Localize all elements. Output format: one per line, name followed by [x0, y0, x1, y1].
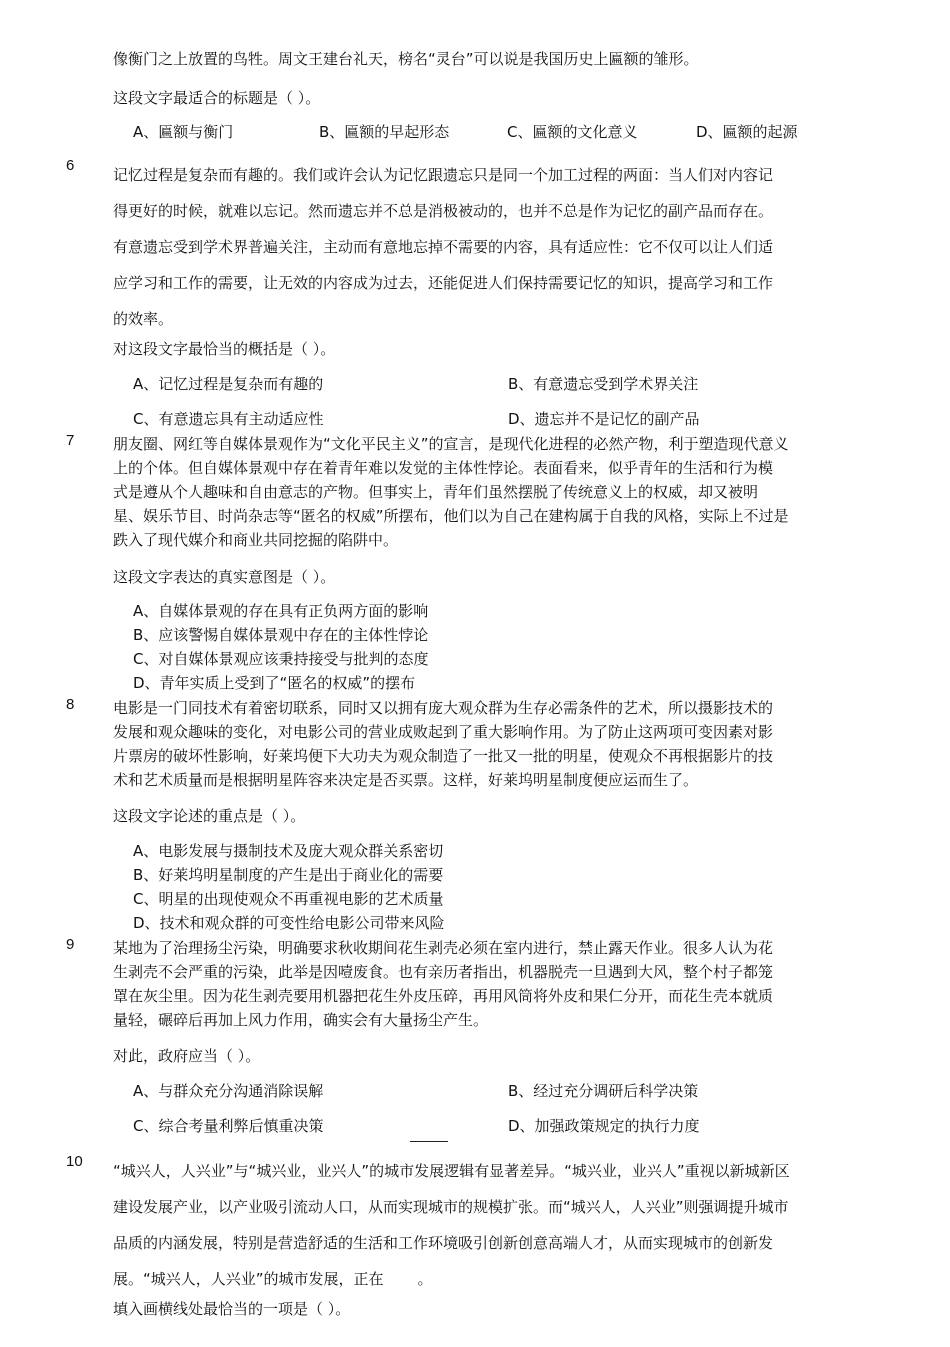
question-number: 7	[66, 432, 75, 449]
question-9-prompt: 对此，政府应当（ ）。	[113, 1047, 261, 1065]
question-9-option-d[interactable]: D、加强政策规定的执行力度	[508, 1117, 700, 1135]
question-6-option-a[interactable]: A、记忆过程是复杂而有趣的	[133, 375, 324, 393]
stem-line: 电影是一门同技术有着密切联系，同时又以拥有庞大观众群为生存必需条件的艺术，所以摄影技术的	[113, 699, 774, 717]
stem-line-text: 展。“城兴人，人兴业”的城市发展，正在	[113, 1270, 384, 1288]
stem-line: “城兴人，人兴业”与“城兴业，业兴人”的城市发展逻辑有显著差异。“城兴业，业兴人”重视以新城新区	[113, 1162, 790, 1180]
question-7-option-d[interactable]: D、青年实质上受到了“匿名的权威”的摆布	[133, 674, 416, 692]
question-6-option-d[interactable]: D、遗忘并不是记忆的副产品	[508, 410, 700, 428]
question-7-option-c[interactable]: C、对自媒体景观应该秉持接受与批判的态度	[133, 650, 429, 668]
question-10-stem	[113, 1153, 871, 1297]
question-8-prompt: 这段文字论述的重点是（ ）。	[113, 807, 306, 825]
question-5-text-line: 像衡门之上放置的鸟牲。周文王建台礼天，榜名“灵台”可以说是我国历史上匾额的雏形。	[113, 50, 699, 68]
stem-line: 某地为了治理扬尘污染，明确要求秋收期间花生剥壳必须在室内进行，禁止露天作业。很多人认为花	[113, 939, 774, 957]
question-8-option-c[interactable]: C、明星的出现使观众不再重视电影的艺术质量	[133, 890, 444, 908]
question-8-stem	[113, 696, 871, 792]
question-number: 10	[66, 1153, 83, 1170]
question-6-option-c[interactable]: C、有意遗忘具有主动适应性	[133, 410, 324, 428]
stem-line: 应学习和工作的需要，让无效的内容成为过去，还能促进人们保持需要记忆的知识，提高学习和工作	[113, 274, 774, 292]
stem-line: 朋友圈、网红等自媒体景观作为“文化平民主义”的宣言，是现代化进程的必然产物，利于塑造现代意义	[113, 435, 789, 453]
stem-line: 式是遵从个人趣味和自由意志的产物。但事实上，青年们虽然摆脱了传统意义上的权威，却又被明	[113, 483, 759, 501]
question-5-option-b[interactable]: B、匾额的早起形态	[319, 123, 450, 141]
question-6-prompt: 对这段文字最恰当的概括是（ ）。	[113, 340, 336, 358]
stem-line: 跌入了现代媒介和商业共同挖掘的陷阱中。	[113, 531, 399, 549]
question-5-prompt: 这段文字最适合的标题是（ ）。	[113, 89, 321, 107]
question-9-option-b[interactable]: B、经过充分调研后科学决策	[508, 1082, 699, 1100]
stem-line: 术和艺术质量而是根据明星阵容来决定是否买票。这样，好莱坞明星制度便应运而生了。	[113, 771, 699, 789]
stem-line: 罩在灰尘里。因为花生剥壳要用机器把花生外皮压碎，再用风筒将外皮和果仁分开，而花生壳本就质	[113, 987, 774, 1005]
question-9-option-c[interactable]: C、综合考量利弊后慎重决策	[133, 1117, 324, 1135]
question-6-option-b[interactable]: B、有意遗忘受到学术界关注	[508, 375, 699, 393]
stem-line: 发展和观众趣味的变化，对电影公司的营业成败起到了重大影响作用。为了防止这两项可变因素对影	[113, 723, 774, 741]
question-5-option-c[interactable]: C、匾额的文化意义	[507, 123, 638, 141]
stem-line: 上的个体。但自媒体景观中存在着青年难以发觉的主体性悖论。表面看来，似乎青年的生活和行为模	[113, 459, 774, 477]
stem-line: 有意遗忘受到学术界普遍关注，主动而有意地忘掉不需要的内容，具有适应性：它不仅可以让人们适	[113, 238, 774, 256]
stem-line: 品质的内涵发展，特别是营造舒适的生活和工作环境吸引创新创意高端人才，从而实现城市的创新发	[113, 1234, 774, 1252]
question-10-prompt: 填入画横线处最恰当的一项是（ ）。	[113, 1300, 351, 1318]
question-9-stem	[113, 936, 871, 1032]
stem-line: 片票房的破坏性影响，好莱坞便下大功夫为观众制造了一批又一批的明星，使观众不再根据影片的技	[113, 747, 774, 765]
stem-line: 量轻，碾碎后再加上风力作用，确实会有大量扬尘产生。	[113, 1011, 489, 1029]
question-8-option-a[interactable]: A、电影发展与摄制技术及庞大观众群关系密切	[133, 842, 444, 860]
divider-line	[410, 1141, 448, 1142]
question-8-option-b[interactable]: B、好莱坞明星制度的产生是出于商业化的需要	[133, 866, 444, 884]
question-number: 9	[66, 936, 75, 953]
stem-line	[113, 1261, 871, 1297]
question-7-option-a[interactable]: A、自媒体景观的存在具有正负两方面的影响	[133, 602, 429, 620]
question-9-option-a[interactable]: A、与群众充分沟通消除误解	[133, 1082, 324, 1100]
question-5-option-d[interactable]: D、匾额的起源	[696, 123, 798, 141]
question-number: 6	[66, 157, 75, 174]
stem-line: 星、娱乐节目、时尚杂志等“匿名的权威”所摆布，他们以为自己在建构属于自我的风格，实际上不过是	[113, 507, 789, 525]
question-8-option-d[interactable]: D、技术和观众群的可变性给电影公司带来风险	[133, 914, 445, 932]
question-7-option-b[interactable]: B、应该警惕自媒体景观中存在的主体性悖论	[133, 626, 429, 644]
stem-line: 生剥壳不会严重的污染，此举是因噎废食。也有亲历者指出，机器脱壳一旦遇到大风，整个村子都笼	[113, 963, 774, 981]
question-7-prompt: 这段文字表达的真实意图是（ ）。	[113, 568, 336, 586]
question-5-option-a[interactable]: A、匾额与衡门	[133, 123, 234, 141]
question-number: 8	[66, 696, 75, 713]
stem-line-end: 。	[417, 1270, 433, 1288]
stem-line: 记忆过程是复杂而有趣的。我们或许会认为记忆跟遗忘只是同一个加工过程的两面：当人们对内容记	[113, 166, 774, 184]
question-6-stem	[113, 157, 871, 337]
stem-line: 建设发展产业，以产业吸引流动人口，从而实现城市的规模扩张。而“城兴人，人兴业”则强调提升城市	[113, 1198, 789, 1216]
stem-line: 得更好的时候，就难以忘记。然而遗忘并不总是消极被动的，也并不总是作为记忆的副产品而存在。	[113, 202, 774, 220]
stem-line: 的效率。	[113, 310, 174, 328]
question-7-stem	[113, 432, 871, 552]
